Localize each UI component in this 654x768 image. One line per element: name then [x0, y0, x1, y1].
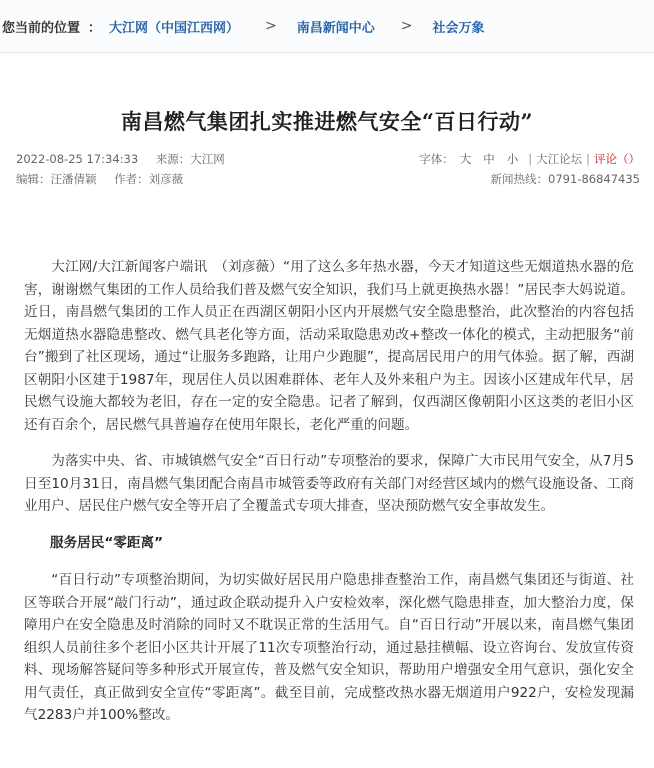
- font-size-large-button[interactable]: 大: [459, 152, 472, 166]
- article-body: [24, 256, 634, 741]
- breadcrumb-link-society[interactable]: 社会万象: [432, 20, 485, 36]
- article-subheading: 服务居民“零距离”: [50, 534, 164, 551]
- divider: |: [586, 152, 590, 166]
- comment-link[interactable]: 评论（）: [594, 152, 640, 166]
- article-tools: [419, 151, 640, 167]
- breadcrumb: [0, 0, 654, 53]
- article-paragraph: 大江网/大江新闻客户端讯 （刘彦薇）“用了这么多年热水器，今天才知道这些无烟道热水器的危害，谢谢燃气集团的工作人员给我们普及燃气安全知识，我们马上就更换热水器！”居民李大妈说道。近日，南昌燃气集团的工作人员正在西湖区朝阳小区内开展燃气安全隐患整治，此次整治的内容包括无烟道热水器隐患整改、燃气具老化等方面，活动采取隐患劝改+整改一体化的模式，主动把服务“前台”搬到了社区现场，通过“让服务多跑路，让用户少跑腿”，提高居民用户的用气体验。据了解，西湖区朝阳小区建于1987年，现居住人员以困难群体、老年人及外来租户为主。因该小区建成年代早，居民燃气设施大都较为老旧，存在一定的安全隐患。记者了解到，仅西湖区像朝阳小区这类的老旧小区还有百余个，居民燃气具普遍存在使用年限长，老化严重的问题。: [24, 259, 634, 433]
- chevron-right-icon: >: [400, 18, 413, 34]
- breadcrumb-link-news-center[interactable]: 南昌新闻中心: [296, 20, 375, 36]
- breadcrumb-link-home[interactable]: 大江网（中国江西网）: [109, 20, 240, 36]
- article-meta-2: [16, 171, 640, 187]
- breadcrumb-colon: ：: [88, 20, 102, 36]
- font-size-small-button[interactable]: 小: [506, 152, 519, 166]
- article-title: 南昌燃气集团扎实推进燃气安全“百日行动”: [120, 109, 534, 135]
- font-size-label: 字体：: [419, 152, 454, 166]
- chevron-right-icon: >: [265, 18, 277, 34]
- article-paragraph: 为落实中央、省、市城镇燃气安全“百日行动”专项整治的要求，保障广大市民用气安全，从7月5日至10月31日，南昌燃气集团配合南昌市城管委等政府有关部门对经营区域内的燃气设施设备、工商业用户、居民住户燃气安全等开启了全覆盖式专项大排查，坚决预防燃气安全事故发生。: [24, 453, 634, 514]
- news-hotline: 新闻热线：0791-86847435: [490, 172, 640, 186]
- breadcrumb-label: 您当前的位置: [2, 20, 81, 36]
- article-author: 作者：刘彦薇: [114, 172, 184, 186]
- divider: |: [528, 152, 533, 166]
- article-source: 来源：大江网: [155, 152, 225, 166]
- forum-link[interactable]: 大江论坛: [536, 152, 583, 166]
- article-paragraph: “百日行动”专项整治期间，为切实做好居民用户隐患排查整治工作，南昌燃气集团还与街道、社区等联合开展“敲门行动”，通过政企联动提升入户安检效率，深化燃气隐患排查，加大整治力度，保障用户在安全隐患及时消除的同时又不耽误正常的生活用气。自“百日行动”开展以来，南昌燃气集团组织人员前往多个老旧小区共计开展了11次专项整治行动，通过悬挂横幅、设立咨询台、发放宣传资料、现场解答疑问等多种形式开展宣传，普及燃气安全知识，帮助用户增强安全用气意识，强化安全用气责任，真正做到安全宣传“零距离”。截至目前，完成整改热水器无烟道用户922户，安检发现漏气2283户并100%整改。: [24, 572, 634, 723]
- publish-datetime: 2022-08-25 17:34:33: [16, 152, 139, 166]
- article-editor: 编辑：汪潘倩颖: [16, 172, 97, 186]
- font-size-medium-button[interactable]: 中: [483, 152, 495, 166]
- article-meta: [16, 151, 640, 167]
